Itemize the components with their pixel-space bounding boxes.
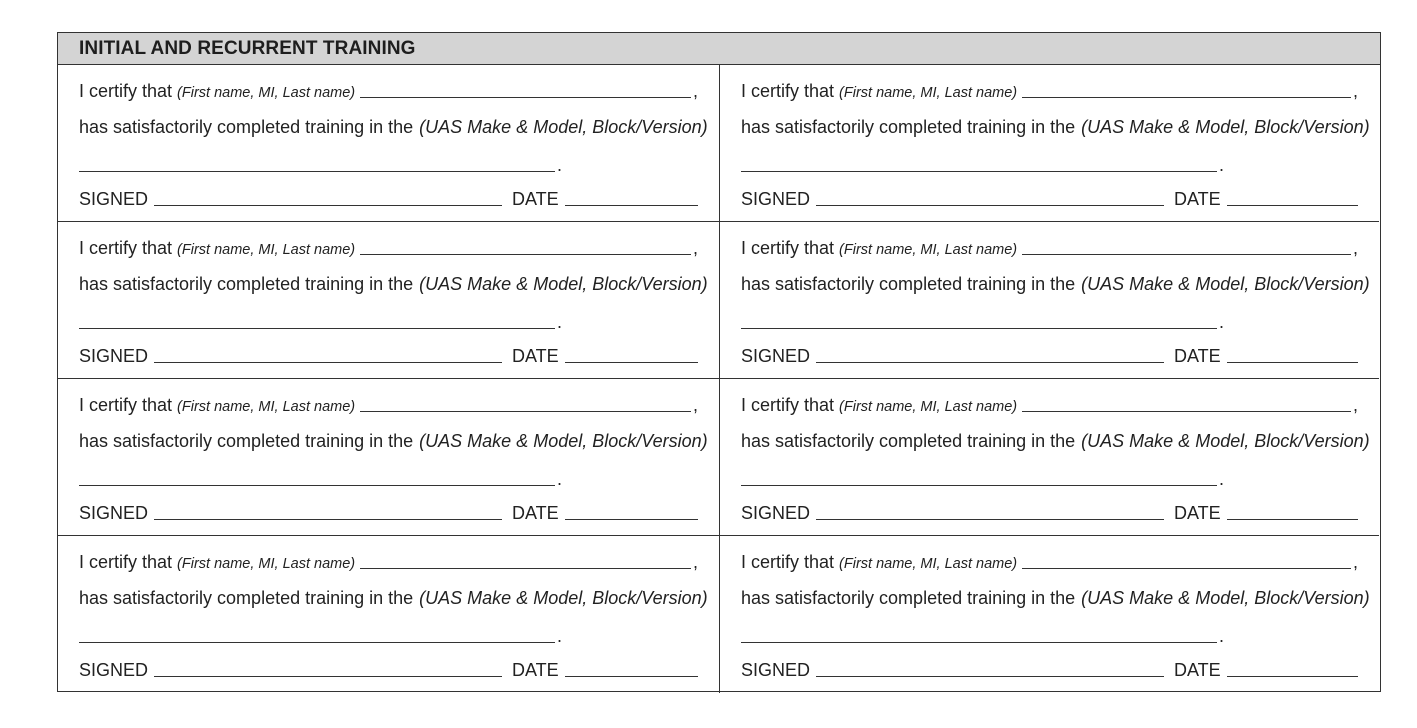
trainee-name-field[interactable] (360, 411, 691, 412)
completed-label: has satisfactorily completed training in the (741, 588, 1076, 608)
course-hint: (UAS Make & Model, Block/Version) (419, 431, 708, 451)
course-period: . (557, 469, 563, 489)
completed-label: has satisfactorily completed training in the (741, 117, 1076, 137)
signature-field[interactable] (816, 519, 1164, 520)
name-comma: , (692, 238, 698, 258)
uas-model-field[interactable] (79, 328, 555, 329)
trainee-name-field[interactable] (1022, 254, 1351, 255)
signed-label: SIGNED (741, 660, 811, 680)
completed-label: has satisfactorily completed training in the (741, 274, 1076, 294)
course-period: . (557, 626, 563, 646)
date-label: DATE (512, 189, 559, 209)
certify-label: I certify that (741, 552, 835, 572)
date-label: DATE (1174, 189, 1221, 209)
course-period: . (1219, 155, 1225, 175)
certification-block-4 (720, 222, 1379, 379)
completed-label: has satisfactorily completed training in the (79, 117, 414, 137)
certify-label: I certify that (79, 552, 173, 572)
date-label: DATE (1174, 346, 1221, 366)
date-field[interactable] (565, 362, 698, 363)
completed-label: has satisfactorily completed training in the (79, 431, 414, 451)
certification-block-8 (720, 536, 1379, 693)
course-hint: (UAS Make & Model, Block/Version) (419, 588, 708, 608)
date-field[interactable] (1227, 362, 1358, 363)
completed-label: has satisfactorily completed training in the (79, 588, 414, 608)
uas-model-field[interactable] (79, 642, 555, 643)
uas-model-field[interactable] (79, 485, 555, 486)
date-field[interactable] (565, 519, 698, 520)
certification-block-7 (58, 536, 720, 693)
completed-label: has satisfactorily completed training in the (741, 431, 1076, 451)
date-label: DATE (1174, 660, 1221, 680)
certification-block-2 (720, 65, 1379, 222)
uas-model-field[interactable] (741, 171, 1217, 172)
trainee-name-field[interactable] (360, 568, 691, 569)
course-hint: (UAS Make & Model, Block/Version) (419, 117, 708, 137)
name-comma: , (1352, 395, 1358, 415)
course-period: . (557, 312, 563, 332)
course-hint: (UAS Make & Model, Block/Version) (1081, 431, 1370, 451)
course-period: . (557, 155, 563, 175)
uas-model-field[interactable] (741, 328, 1217, 329)
certification-block-6 (720, 379, 1379, 536)
certify-label: I certify that (741, 238, 835, 258)
date-label: DATE (512, 660, 559, 680)
certification-grid (58, 65, 1380, 693)
signed-label: SIGNED (741, 346, 811, 366)
trainee-name-field[interactable] (1022, 97, 1351, 98)
uas-model-field[interactable] (741, 485, 1217, 486)
signature-field[interactable] (154, 519, 502, 520)
name-hint: (First name, MI, Last name) (839, 399, 1018, 415)
date-field[interactable] (565, 205, 698, 206)
signed-label: SIGNED (741, 189, 811, 209)
name-comma: , (692, 81, 698, 101)
certification-block-3 (58, 222, 720, 379)
trainee-name-field[interactable] (1022, 568, 1351, 569)
completed-label: has satisfactorily completed training in the (79, 274, 414, 294)
signed-label: SIGNED (79, 189, 149, 209)
name-hint: (First name, MI, Last name) (177, 399, 356, 415)
signature-field[interactable] (816, 362, 1164, 363)
name-hint: (First name, MI, Last name) (177, 242, 356, 258)
signature-field[interactable] (154, 362, 502, 363)
name-comma: , (692, 395, 698, 415)
course-period: . (1219, 312, 1225, 332)
certification-block-1 (58, 65, 720, 222)
name-comma: , (1352, 81, 1358, 101)
signature-field[interactable] (154, 205, 502, 206)
course-hint: (UAS Make & Model, Block/Version) (1081, 588, 1370, 608)
course-period: . (1219, 469, 1225, 489)
course-hint: (UAS Make & Model, Block/Version) (1081, 274, 1370, 294)
signed-label: SIGNED (741, 503, 811, 523)
trainee-name-field[interactable] (1022, 411, 1351, 412)
name-comma: , (692, 552, 698, 572)
trainee-name-field[interactable] (360, 254, 691, 255)
uas-model-field[interactable] (741, 642, 1217, 643)
training-certification-form (57, 32, 1381, 692)
date-label: DATE (512, 503, 559, 523)
section-title: INITIAL AND RECURRENT TRAINING (58, 33, 1380, 65)
name-hint: (First name, MI, Last name) (177, 556, 356, 572)
name-hint: (First name, MI, Last name) (839, 242, 1018, 258)
certification-block-5 (58, 379, 720, 536)
signed-label: SIGNED (79, 660, 149, 680)
name-comma: , (1352, 552, 1358, 572)
certify-label: I certify that (79, 395, 173, 415)
certify-label: I certify that (741, 395, 835, 415)
uas-model-field[interactable] (79, 171, 555, 172)
certify-label: I certify that (79, 238, 173, 258)
date-field[interactable] (1227, 205, 1358, 206)
course-hint: (UAS Make & Model, Block/Version) (1081, 117, 1370, 137)
course-hint: (UAS Make & Model, Block/Version) (419, 274, 708, 294)
date-field[interactable] (565, 676, 698, 677)
signature-field[interactable] (816, 676, 1164, 677)
date-label: DATE (512, 346, 559, 366)
date-label: DATE (1174, 503, 1221, 523)
name-hint: (First name, MI, Last name) (177, 85, 356, 101)
name-hint: (First name, MI, Last name) (839, 556, 1018, 572)
signed-label: SIGNED (79, 346, 149, 366)
name-hint: (First name, MI, Last name) (839, 85, 1018, 101)
trainee-name-field[interactable] (360, 97, 691, 98)
name-comma: , (1352, 238, 1358, 258)
course-period: . (1219, 626, 1225, 646)
date-field[interactable] (1227, 519, 1358, 520)
certify-label: I certify that (79, 81, 173, 101)
signature-field[interactable] (816, 205, 1164, 206)
signed-label: SIGNED (79, 503, 149, 523)
certify-label: I certify that (741, 81, 835, 101)
signature-field[interactable] (154, 676, 502, 677)
date-field[interactable] (1227, 676, 1358, 677)
